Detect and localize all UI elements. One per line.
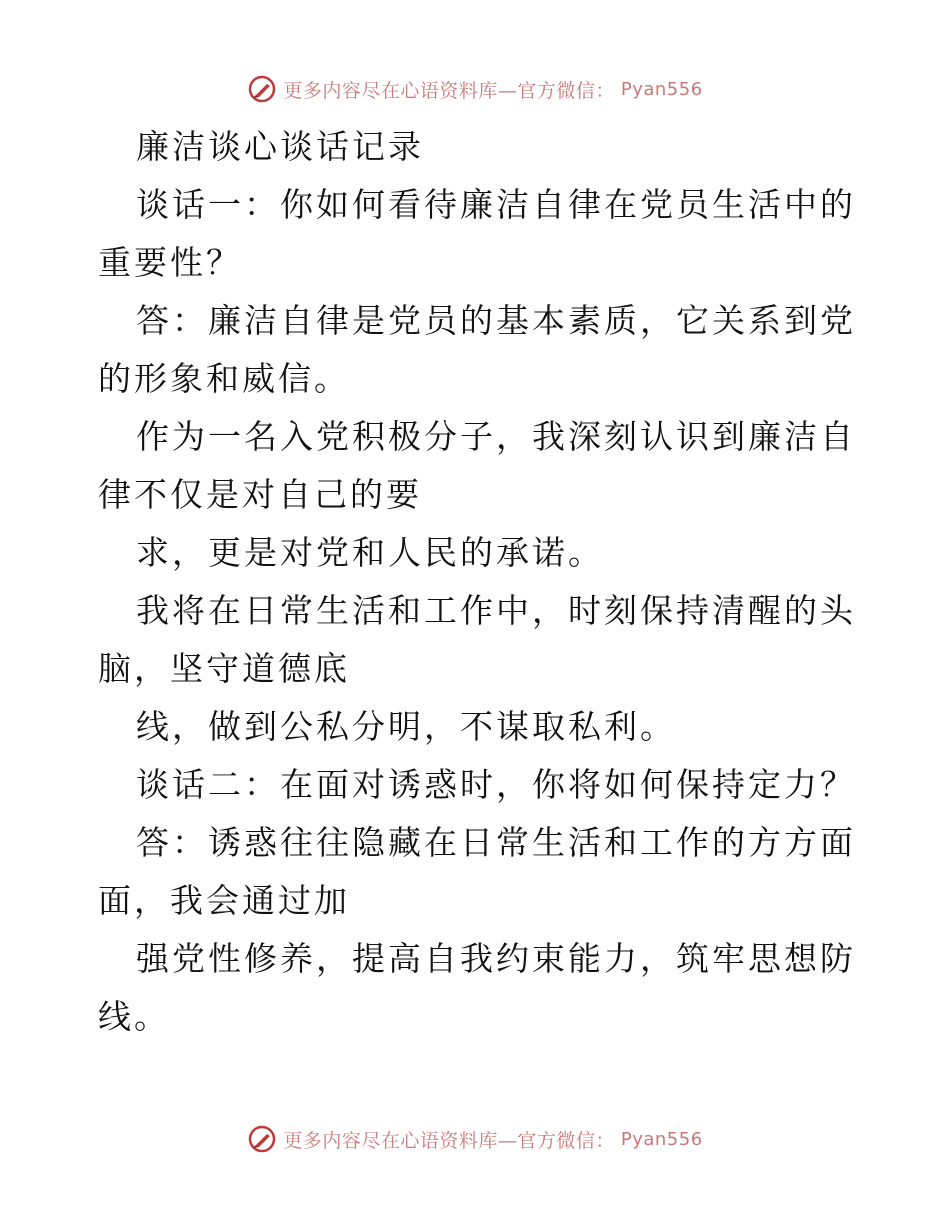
paragraph: 答：诱惑往往隐藏在日常生活和工作的方方面面，我会通过加 xyxy=(98,823,856,920)
document-title: 廉洁谈心谈话记录 xyxy=(136,127,424,166)
paragraph: 谈话一：你如何看待廉洁自律在党员生活中的重要性？ xyxy=(98,185,856,282)
paragraph: 线，做到公私分明，不谋取私利。 xyxy=(136,707,676,746)
footer-watermark xyxy=(0,1124,950,1154)
watermark-handle: Pyan556 xyxy=(620,78,703,100)
paragraph: 谈话二：在面对诱惑时，你将如何保持定力？ xyxy=(136,765,856,804)
watermark-handle: Pyan556 xyxy=(620,1128,703,1150)
watermark-text: 更多内容尽在心语资料库—官方微信： xyxy=(283,1129,615,1152)
paragraph: 我将在日常生活和工作中，时刻保持清醒的头脑，坚守道德底 xyxy=(98,591,856,688)
pen-logo-icon xyxy=(247,1124,277,1154)
paragraph: 作为一名入党积极分子，我深刻认识到廉洁自律不仅是对自己的要 xyxy=(98,417,856,514)
paragraph: 答：廉洁自律是党员的基本素质，它关系到党的形象和威信。 xyxy=(98,301,856,398)
watermark-text: 更多内容尽在心语资料库—官方微信： xyxy=(283,79,615,102)
paragraph: 求，更是对党和人民的承诺。 xyxy=(136,533,604,572)
pen-logo-icon xyxy=(247,74,277,104)
header-watermark xyxy=(0,74,950,104)
paragraph: 强党性修养，提高自我约束能力，筑牢思想防线。 xyxy=(98,939,856,1036)
document-body xyxy=(98,118,858,1046)
